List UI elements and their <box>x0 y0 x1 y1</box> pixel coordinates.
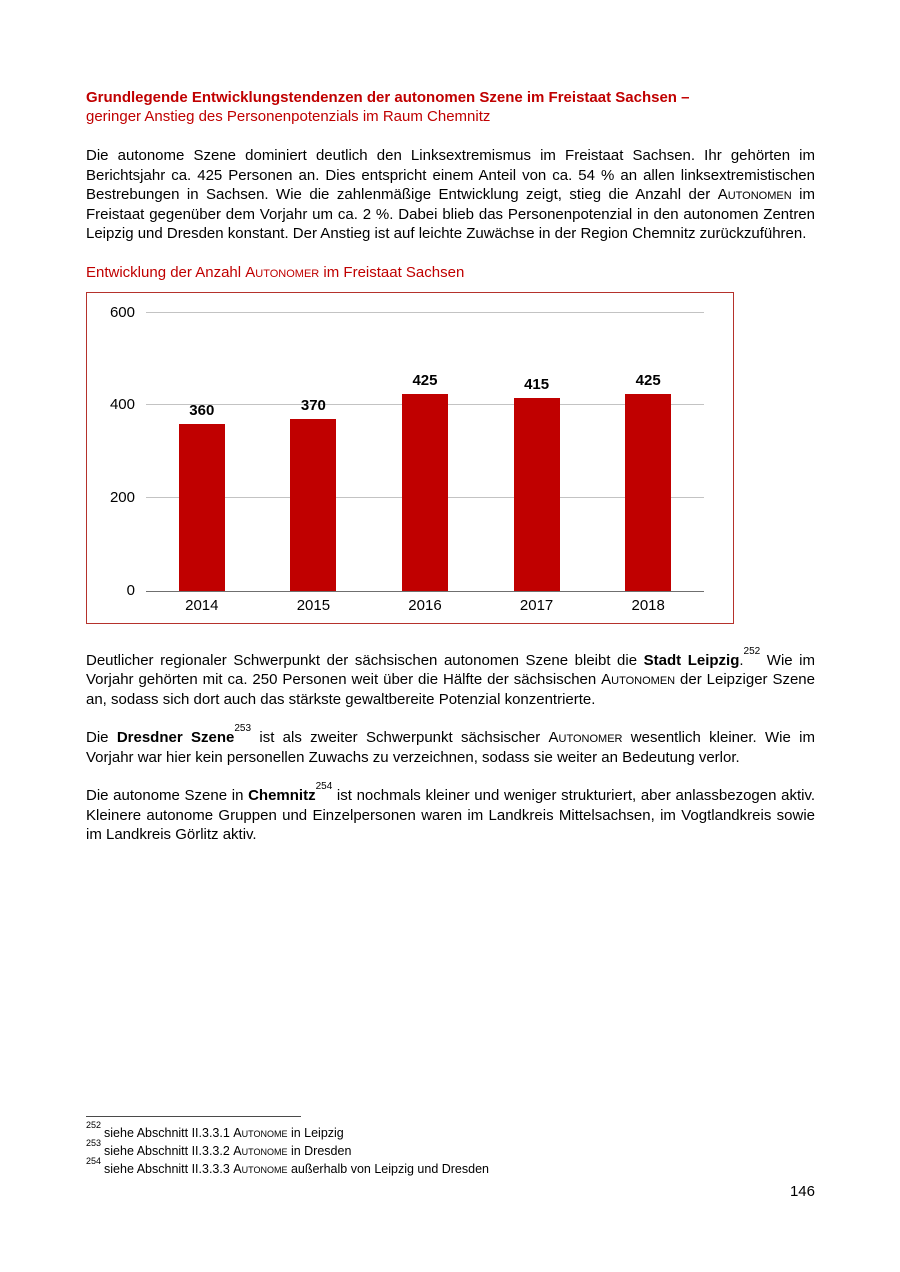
smallcaps-run: Autonomer <box>245 263 320 281</box>
smallcaps-run: Autonome <box>233 1144 288 1158</box>
footnote-253 <box>86 1137 815 1160</box>
bar-2015 <box>290 397 336 590</box>
text-run: Entwicklung der Anzahl <box>86 263 246 281</box>
bar-value-label: 370 <box>300 397 326 415</box>
footnote-ref-253: 253 <box>234 723 252 734</box>
bar-2017 <box>514 376 560 590</box>
chart-title <box>86 263 815 282</box>
bar-chart <box>86 292 734 624</box>
text-run: siehe Abschnitt II.3.3.2 <box>104 1144 234 1158</box>
text-run: ist nochmals kleiner und weniger strukturiert, aber anlassbezogen aktiv. Kleinere autonome Gruppen und Einzelpersonen waren im Landkreis Mittelsachsen, im Vogtlandkreis sowie im Landkreis Görlitz aktiv. <box>86 787 815 843</box>
footnote-252 <box>86 1119 815 1142</box>
paragraph-1 <box>86 146 815 244</box>
y-tick-label: 600 <box>109 303 135 321</box>
paragraph-3 <box>86 723 815 767</box>
footnote-ref-252: 252 <box>743 645 761 657</box>
text-run: in Dresden <box>287 1144 352 1158</box>
text-run: Die autonome Szene dominiert deutlich den Linksextremismus im Freistaat Sachsen. Ihr gehörten im Berichtsjahr ca. 425 Personen an. Dies entspricht einem Anteil von ca. 54 % an allen linksextremistischen Bestrebungen in Sachsen. Wie die zahlenmäßige Entwicklung zeigt, stieg die Anzahl der <box>86 147 815 203</box>
chart-plot-area <box>146 313 704 592</box>
smallcaps-run: Autonomer <box>548 729 623 746</box>
y-tick-label: 400 <box>109 396 135 414</box>
text-run: siehe Abschnitt II.3.3.1 <box>104 1126 234 1140</box>
paragraph-4 <box>86 781 815 845</box>
y-tick-label: 0 <box>126 581 135 599</box>
chart-bars <box>146 313 704 591</box>
bar-column-2018 <box>592 313 704 591</box>
bold-run: Chemnitz <box>248 787 316 804</box>
text-run: Wie im Vorjahr gehörten mit ca. 250 Personen weit über die Hälfte der sächsischen <box>86 651 816 688</box>
page-footer <box>86 1116 815 1200</box>
x-tick-label: 2015 <box>296 596 331 614</box>
footnote-ref-254: 254 <box>315 781 333 792</box>
x-tick-label: 2018 <box>631 596 665 614</box>
bar-column-2015 <box>258 313 370 591</box>
text-run: in Leipzig <box>287 1126 344 1140</box>
bar-2018 <box>625 371 671 591</box>
text-run: Deutlicher regionaler Schwerpunkt der sächsischen autonomen Szene bleibt die <box>86 651 644 669</box>
text-run: siehe Abschnitt II.3.3.3 <box>104 1162 234 1176</box>
bold-run: Dresdner Szene <box>116 729 235 746</box>
section-heading <box>86 88 815 126</box>
footnote-number: 254 <box>86 1155 102 1166</box>
bar-2014 <box>179 401 225 591</box>
chart-y-axis <box>87 303 135 599</box>
text-run: im Freistaat Sachsen <box>319 263 465 281</box>
heading-line-2: geringer Anstieg des Personenpotenzials im Raum Chemnitz <box>86 108 491 125</box>
smallcaps-run: Autonomen <box>717 186 792 203</box>
bar-2016 <box>402 371 448 591</box>
text-run: der Leipziger Szene an, sodass sich dort auch das stärkste gewaltbereite Potenzial konzentrierte. <box>86 671 815 708</box>
bar-column-2017 <box>481 313 593 591</box>
y-tick-label: 200 <box>109 488 135 506</box>
footnote-number: 252 <box>86 1119 102 1130</box>
heading-line-1: Grundlegende Entwicklungstendenzen der autonomen Szene im Freistaat Sachsen – <box>86 89 690 106</box>
bar-value-label: 415 <box>524 376 550 394</box>
footnote-254 <box>86 1155 815 1178</box>
text-run: ist als zweiter Schwerpunkt sächsischer <box>251 729 549 746</box>
text-run: Die autonome Szene in <box>86 787 249 804</box>
x-tick-label: 2014 <box>185 596 219 614</box>
bar-value-label: 425 <box>635 371 661 389</box>
bar-column-2016 <box>369 313 481 591</box>
page-content <box>86 88 815 864</box>
smallcaps-run: Autonome <box>233 1162 288 1176</box>
bar-value-label: 425 <box>412 371 438 389</box>
smallcaps-run: Autonomen <box>601 671 676 688</box>
chart-x-axis <box>146 597 704 614</box>
text-run: außerhalb von Leipzig und Dresden <box>287 1162 489 1176</box>
x-tick-label: 2016 <box>408 596 442 614</box>
footnote-number: 253 <box>86 1137 102 1148</box>
bar-column-2014 <box>146 313 258 591</box>
text-run: . <box>739 651 744 669</box>
paragraph-2 <box>86 645 816 710</box>
smallcaps-run: Autonome <box>233 1126 288 1140</box>
text-run: Die <box>86 729 117 746</box>
footnote-separator <box>86 1116 301 1117</box>
text-run: wesentlich kleiner. Wie im Vorjahr war hier kein personellen Zuwachs zu verzeichnen, sodass sie weiter an Bedeutung verlor. <box>86 729 815 766</box>
bold-run: Stadt Leipzig <box>643 651 740 669</box>
bar-value-label: 360 <box>189 401 215 419</box>
x-tick-label: 2017 <box>519 596 554 614</box>
page-number: 146 <box>789 1183 815 1200</box>
text-run: im Freistaat gegenüber dem Vorjahr um ca. 2 %. Dabei blieb das Personenpotenzial in den autonomen Zentren Leipzig und Dresden konstant. Der Anstieg ist auf leichte Zuwächse in der Region Chemnitz zurückzuführen. <box>86 186 815 242</box>
